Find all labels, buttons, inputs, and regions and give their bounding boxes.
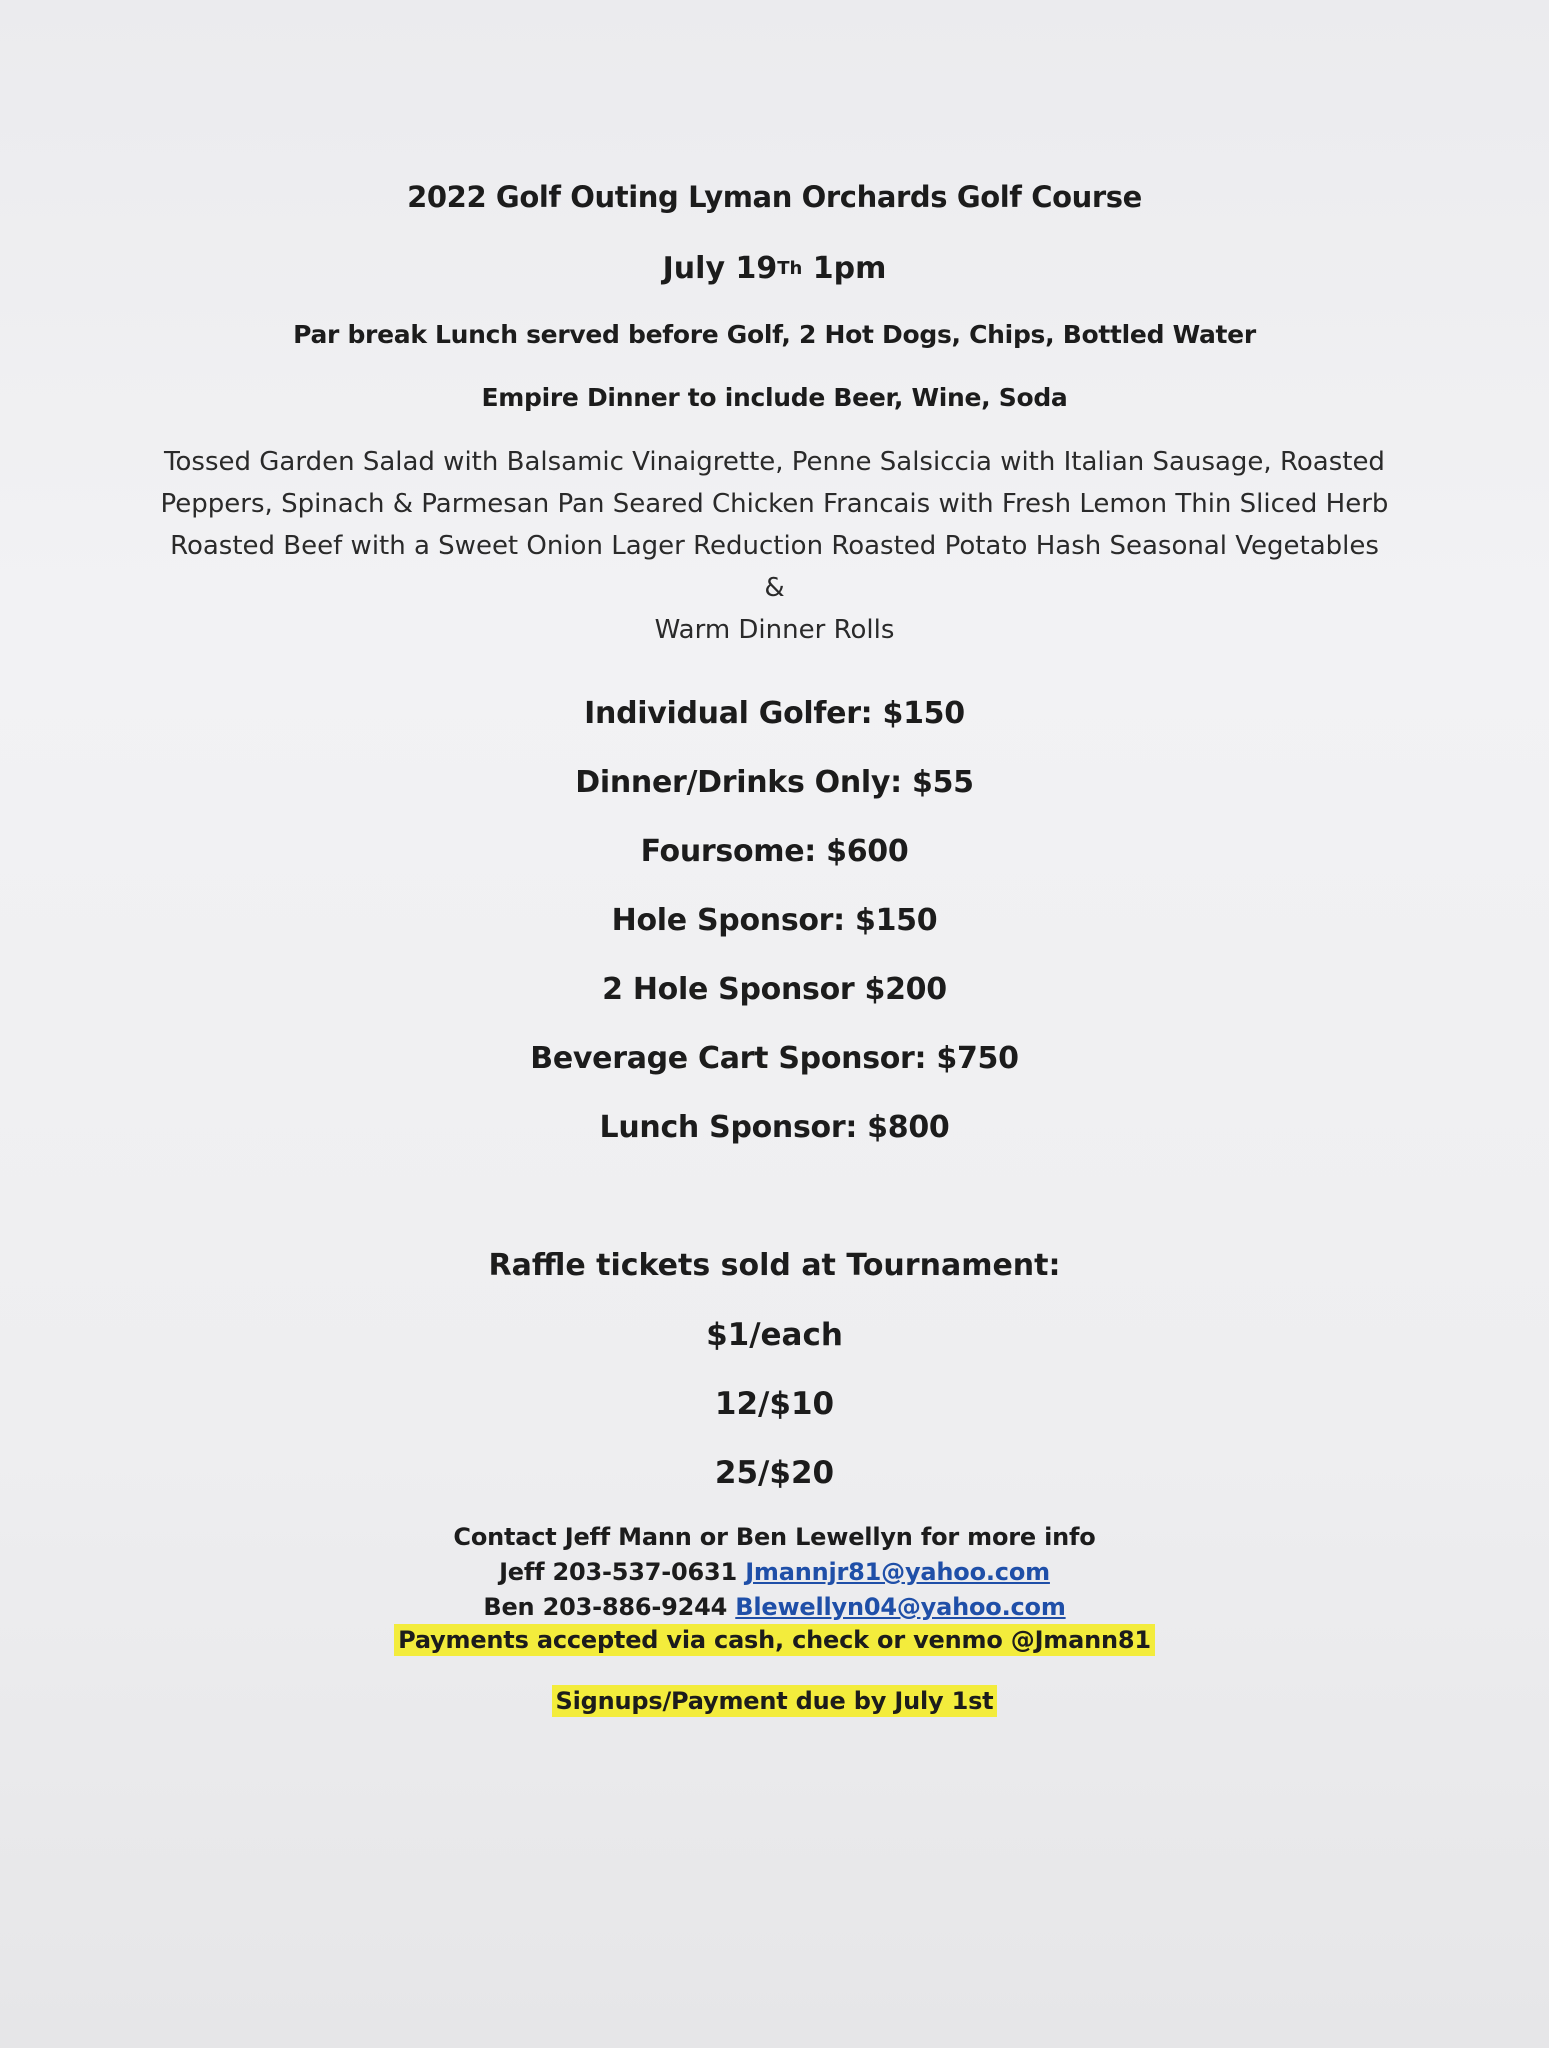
price-two-hole-sponsor: 2 Hole Sponsor $200 — [602, 972, 947, 1007]
contact-jeff-phone: Jeff 203-537-0631 — [499, 1558, 746, 1586]
price-lunch-sponsor: Lunch Sponsor: $800 — [599, 1110, 950, 1145]
menu-line: Tossed Garden Salad with Balsamic Vinaigrette, Penne Salsiccia with Italian Sausage, Roasted — [164, 447, 1385, 477]
contact-intro: Contact Jeff Mann or Ben Lewellyn for more info — [453, 1523, 1096, 1551]
price-dinner-drinks: Dinner/Drinks Only: $55 — [575, 765, 974, 800]
dinner-description: Empire Dinner to include Beer, Wine, Soda — [481, 383, 1068, 412]
contact-jeff — [0, 1558, 1549, 1586]
raffle-option: 12/$10 — [714, 1386, 835, 1422]
menu-line: Warm Dinner Rolls — [654, 615, 895, 645]
contact-ben — [0, 1593, 1549, 1621]
signup-deadline — [0, 1687, 1549, 1715]
event-date — [0, 251, 1549, 286]
price-beverage-cart-sponsor: Beverage Cart Sponsor: $750 — [530, 1041, 1019, 1076]
raffle-heading: Raffle tickets sold at Tournament: — [488, 1248, 1061, 1283]
event-title: 2022 Golf Outing Lyman Orchards Golf Course — [407, 180, 1142, 214]
contact-jeff-email-link[interactable]: Jmannjr81@yahoo.com — [745, 1558, 1050, 1586]
payments-note — [0, 1626, 1549, 1654]
lunch-description: Par break Lunch served before Golf, 2 Hot Dogs, Chips, Bottled Water — [293, 320, 1256, 349]
deadline-highlight: Signups/Payment due by July 1st — [552, 1685, 998, 1717]
contact-ben-email-link[interactable]: Blewellyn04@yahoo.com — [735, 1593, 1066, 1621]
price-foursome: Foursome: $600 — [640, 834, 909, 869]
price-hole-sponsor: Hole Sponsor: $150 — [611, 903, 938, 938]
menu-line: Roasted Beef with a Sweet Onion Lager Reduction Roasted Potato Hash Seasonal Vegetables & — [170, 531, 1379, 603]
event-date-time: 1pm — [802, 251, 887, 286]
contact-ben-phone: Ben 203-886-9244 — [483, 1593, 736, 1621]
dinner-menu — [160, 441, 1389, 651]
menu-line: Peppers, Spinach & Parmesan Pan Seared Chicken Francais with Fresh Lemon Thin Sliced Herb — [160, 489, 1389, 519]
price-individual-golfer: Individual Golfer: $150 — [584, 696, 965, 731]
payments-highlight: Payments accepted via cash, check or venmo @Jmann81 — [394, 1624, 1155, 1656]
raffle-option: 25/$20 — [714, 1455, 835, 1491]
event-date-day: July 19 — [662, 251, 778, 286]
raffle-option: $1/each — [706, 1317, 843, 1353]
event-date-suffix: Th — [777, 258, 803, 279]
